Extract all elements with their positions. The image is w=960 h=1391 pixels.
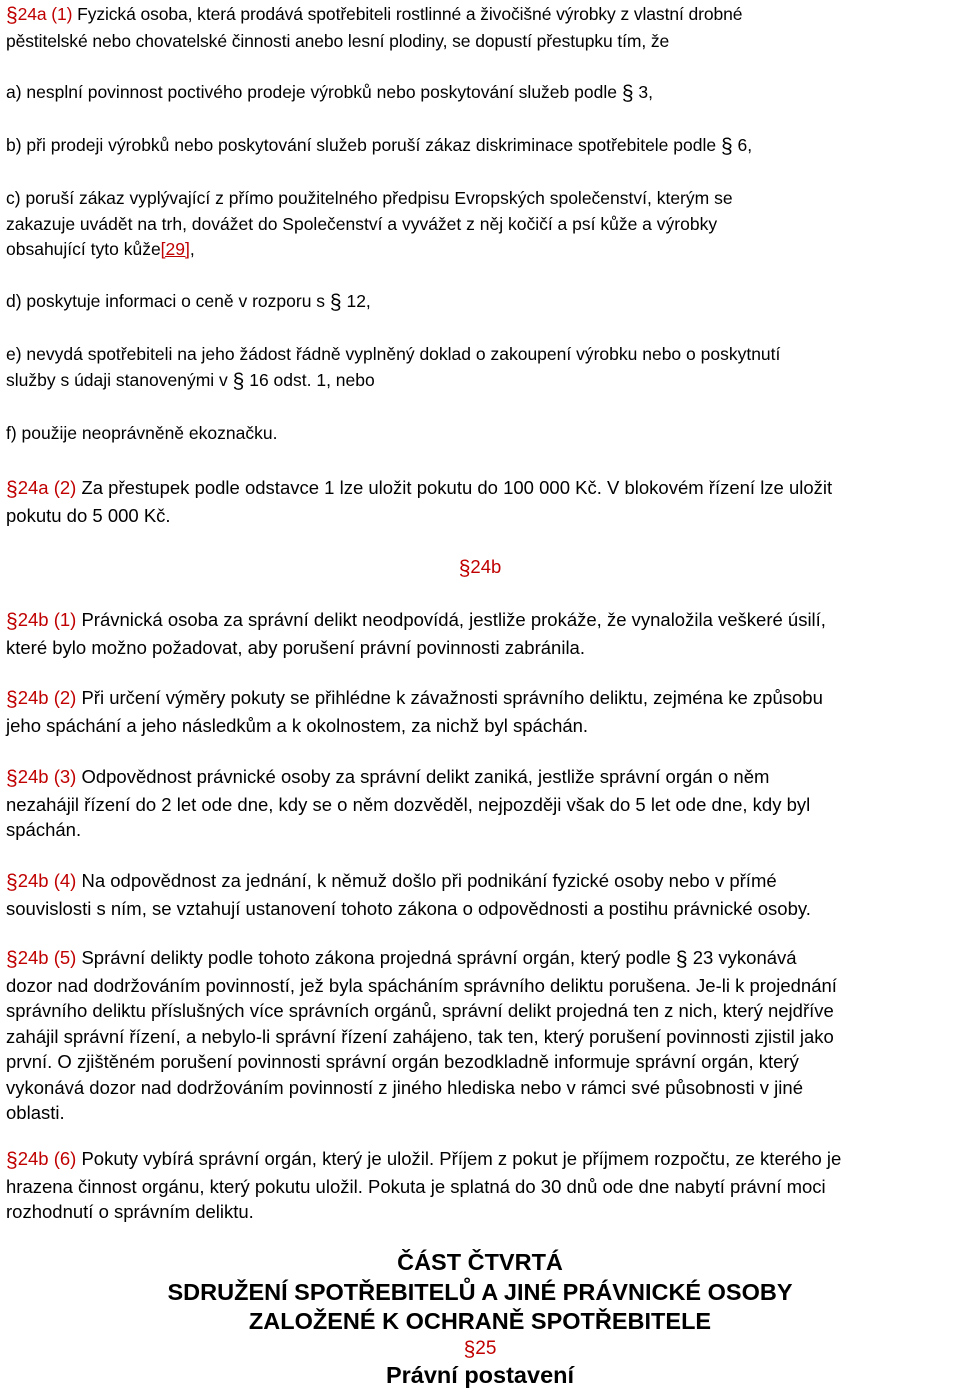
paragraph-line [6, 2, 954, 29]
paragraph-text: dozor nad dodržováním povinností, jež byla spácháním správního deliktu porušena. Je-li k projednání [6, 974, 837, 996]
item-text: a) nesplní povinnost poctivého prodeje výrobků nebo poskytování služeb podle [6, 82, 617, 102]
paragraph-text: Při určení výměry pokuty se přihlédne k závažnosti správního deliktu, zejména ke způsobu [76, 687, 823, 708]
paragraph-text: 23 vykonává [687, 947, 797, 968]
section-symbol-link[interactable]: § [6, 4, 18, 27]
paragraph-24b-5 [6, 945, 954, 1126]
item-text: d) poskytuje informaci o ceně v rozporu s [6, 291, 326, 311]
list-item-c [6, 186, 954, 263]
section-heading-link[interactable]: 25 [475, 1338, 497, 1359]
paragraph-text: Právnická osoba za správní delikt neodpovídá, jestliže prokáže, že vynaložila veškeré úsilí, [76, 609, 826, 630]
section-symbol-link[interactable]: § [6, 478, 18, 501]
paragraph-text: které bylo možno požadovat, aby porušení právní povinnosti zabránila. [6, 636, 585, 658]
section-symbol-link[interactable]: § [6, 767, 18, 790]
paragraph-text: Odpovědnost právnické osoby za správní delikt zaniká, jestliže správní orgán o něm [76, 766, 770, 787]
paragraph-text: nezahájil řízení do 2 let ode dne, kdy se o něm dozvěděl, nejpozději však do 5 let ode dne, kdy byl [6, 793, 811, 815]
section-ref-link[interactable]: 24b (2) [17, 687, 77, 708]
section-ref-link[interactable]: 24b (6) [17, 1148, 77, 1169]
section-ref-link[interactable]: 24a (2) [17, 477, 77, 498]
part-title: ČÁST ČTVRTÁ [397, 1249, 563, 1275]
section-symbol-link[interactable]: § [6, 610, 18, 633]
section-ref-link[interactable]: 24b (5) [17, 947, 77, 968]
paragraph-text: pěstitelské nebo chovatelské činnosti anebo lesní plodiny, se dopustí přestupku tím, že [6, 30, 670, 51]
paragraph-text: správního deliktu příslušných více správních orgánů, správní delikt projedná ten z nich, který nejdříve [6, 1000, 834, 1021]
paragraph-text: první. O zjištěném porušení povinnosti správní orgán bezodkladně informuje správní orgán, který [6, 1051, 799, 1072]
paragraph-24a-2 [6, 475, 954, 528]
list-item-d [6, 289, 954, 316]
section-heading-25[interactable] [0, 1337, 960, 1362]
list-item-e [6, 342, 954, 394]
item-text: c) poruší zákaz vyplývající z přímo použitelného předpisu Evropských společenství, kterým se [6, 188, 733, 208]
part-subtitle-line-2: ZALOŽENÉ K OCHRANĚ SPOTŘEBITELE [248, 1308, 712, 1334]
item-text: b) při prodeji výrobků nebo poskytování služeb poruší zákaz diskriminace spotřebitele podle [6, 135, 717, 155]
item-text: obsahující tyto kůže [6, 239, 161, 259]
section-symbol-link[interactable]: § [6, 688, 18, 711]
list-item-b [6, 133, 954, 160]
item-text: e) nevydá spotřebiteli na jeho žádost řádně vyplněný doklad o zakoupení výrobku nebo o poskytnutí [6, 344, 781, 364]
section-ref-link[interactable]: 24b (1) [17, 609, 77, 630]
paragraph-24b-4 [6, 868, 954, 921]
section-symbol: § [232, 369, 245, 393]
item-text: , [189, 239, 195, 259]
item-text: zakazuje uvádět na trh, dovážet do Společenství a vyvážet z něj kočičí a psí kůže a výrobky [6, 213, 718, 234]
section-title: Právní postavení [385, 1362, 575, 1388]
paragraph-text: zahájil správní řízení, a nebylo-li správní řízení zahájeno, tak ten, který porušení povinnosti zjistil jako [6, 1025, 834, 1047]
paragraph-text: hrazena činnost orgánu, který pokutu uložil. Pokuta je splatná do 30 dnů ode dne nabytí právní moci [6, 1175, 826, 1197]
section-symbol: § [675, 948, 688, 971]
section-ref-link[interactable]: 24b (3) [17, 766, 77, 787]
section-symbol: § [329, 291, 342, 314]
paragraph-text: pokutu do 5 000 Kč. [6, 504, 171, 526]
section-symbol-link[interactable]: § [6, 948, 18, 971]
list-item-f [6, 421, 954, 447]
section-symbol: § [621, 82, 634, 105]
footnote-link[interactable]: [29] [160, 239, 190, 259]
paragraph-text: jeho spáchání a jeho následkům a k okolnostem, za nichž byl spáchán. [6, 714, 589, 736]
section-symbol-link[interactable]: § [6, 871, 18, 894]
paragraph-24b-1 [6, 607, 954, 660]
section-heading-link[interactable]: 24b [470, 556, 502, 577]
paragraph-24b-6 [6, 1146, 954, 1225]
item-text: 12, [341, 291, 371, 311]
paragraph-text: souvislosti s ním, se vztahují ustanovení tohoto zákona o odpovědnosti a postihu právnické osoby. [6, 897, 811, 919]
paragraph-text: Správní delikty podle tohoto zákona projedná správní orgán, který podle [76, 947, 671, 968]
list-item-a [6, 80, 954, 107]
section-symbol-link[interactable]: § [458, 557, 471, 580]
section-ref-link[interactable]: 24a (1) [17, 4, 73, 24]
paragraph-24a-1 [6, 2, 954, 54]
paragraph-text: vykonává dozor nad dodržováním povinností z jiného hlediska nebo v rámci své působnosti v jiné [6, 1076, 803, 1098]
paragraph-text: Fyzická osoba, která prodává spotřebiteli rostlinné a živočišné výrobky z vlastní drobné [72, 4, 743, 24]
item-text: 6, [732, 135, 753, 155]
paragraph-24b-3 [6, 764, 954, 843]
section-symbol: § [720, 135, 733, 158]
section-heading-24b[interactable] [0, 554, 960, 582]
section-symbol-link[interactable]: § [6, 1149, 18, 1172]
section-ref-link[interactable]: 24b (4) [17, 870, 77, 891]
paragraph-text: Pokuty vybírá správní orgán, který je uložil. Příjem z pokut je příjmem rozpočtu, ze kterého je [76, 1148, 842, 1169]
paragraph-text: Na odpovědnost za jednání, k němuž došlo při podnikání fyzické osoby nebo v přímé [76, 870, 777, 891]
item-text: 16 odst. 1, nebo [244, 369, 375, 390]
item-text: 3, [633, 82, 653, 102]
part-subtitle-line-1: SDRUŽENÍ SPOTŘEBITELŮ A JINÉ PRÁVNICKÉ OSOBY [167, 1279, 793, 1305]
item-text: f) použije neoprávněně ekoznačku. [6, 423, 278, 443]
paragraph-text: rozhodnutí o správním deliktu. [6, 1201, 254, 1222]
paragraph-text: spáchán. [6, 819, 82, 840]
section-symbol-link[interactable]: § [463, 1338, 476, 1361]
paragraph-text: oblasti. [6, 1102, 65, 1123]
paragraph-24b-2 [6, 685, 954, 738]
paragraph-text: Za přestupek podle odstavce 1 lze uložit pokutu do 100 000 Kč. V blokovém řízení lze uložit [76, 477, 833, 498]
item-text: služby s údaji stanovenými v [6, 369, 228, 390]
